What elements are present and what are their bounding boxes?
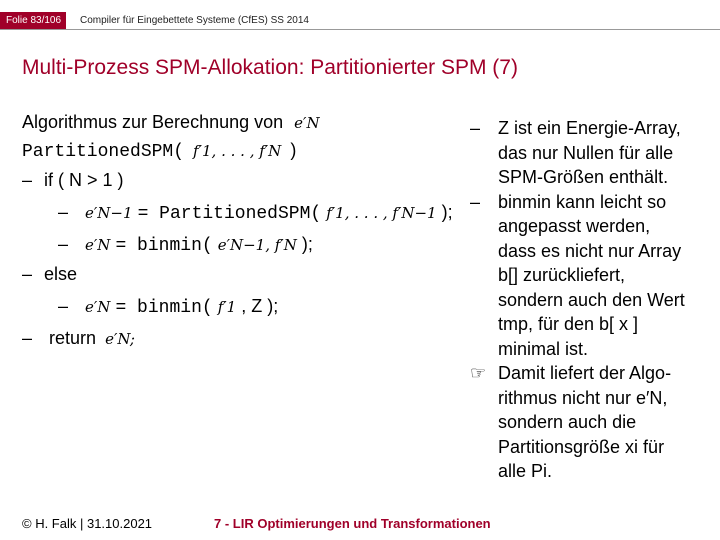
note-line: rithmus nicht nur e′N, (498, 387, 668, 408)
if-line: – if ( N > 1 ) (22, 170, 124, 190)
slide-title: Multi-Prozess SPM-Allokation: Partitionierter SPM (7) (22, 56, 518, 79)
note-line: Partitionsgröße xi für (498, 436, 665, 457)
note-line: angepasst werden, (498, 216, 651, 236)
note-line: minimal ist. (498, 338, 589, 359)
note-line: Damit liefert der Algo- (498, 363, 672, 383)
header-divider (0, 29, 720, 30)
return-line: – return e′N; (22, 328, 135, 348)
note-item (470, 361, 715, 484)
note-line: b[] zurückliefert, (498, 265, 626, 285)
note-line: dass es nicht nur Array (498, 240, 682, 261)
header-bar (0, 12, 720, 30)
note-line: binmin kann leicht so (498, 191, 667, 212)
footer-chapter: 7 - LIR Optimierungen und Transformationen (214, 516, 491, 531)
bullet-dash: – (470, 191, 481, 212)
course-title: Compiler für Eingebettete Systeme (CfES) SS 2014 (80, 15, 309, 26)
algorithm-heading: Algorithmus zur Berechnung von e′N (22, 112, 320, 132)
footer-author-date: © H. Falk | 31.10.2021 (22, 516, 153, 531)
note-item (470, 190, 715, 362)
function-signature: PartitionedSPM( f′1, . . . , f′N ) (22, 140, 297, 162)
recursive-call-line: – e′N−1 = PartitionedSPM( f′1, . . . , f′N−1 ); (58, 202, 453, 224)
note-item (470, 116, 715, 190)
binmin-call-line: – e′N = binmin( e′N−1, f′N ); (58, 234, 313, 256)
note-line: tmp, für den b[ x ] (498, 314, 639, 334)
bullet-dash: – (470, 118, 481, 138)
note-line: das nur Nullen für alle (498, 142, 674, 163)
slide-number: Folie 83/106 (0, 12, 66, 30)
notes-column (470, 116, 715, 484)
note-line: Z ist ein Energie-Array, (498, 118, 681, 138)
note-line: alle Pi. (498, 461, 553, 481)
note-line: sondern auch den Wert (498, 289, 685, 310)
pointing-hand-icon: ☞ (470, 363, 487, 383)
note-line: SPM-Größen enthält. (498, 167, 669, 187)
note-line: sondern auch die (498, 412, 637, 432)
else-binmin-line: – e′N = binmin( f′1 , Z ); (58, 296, 279, 318)
else-line: – else (22, 264, 78, 284)
